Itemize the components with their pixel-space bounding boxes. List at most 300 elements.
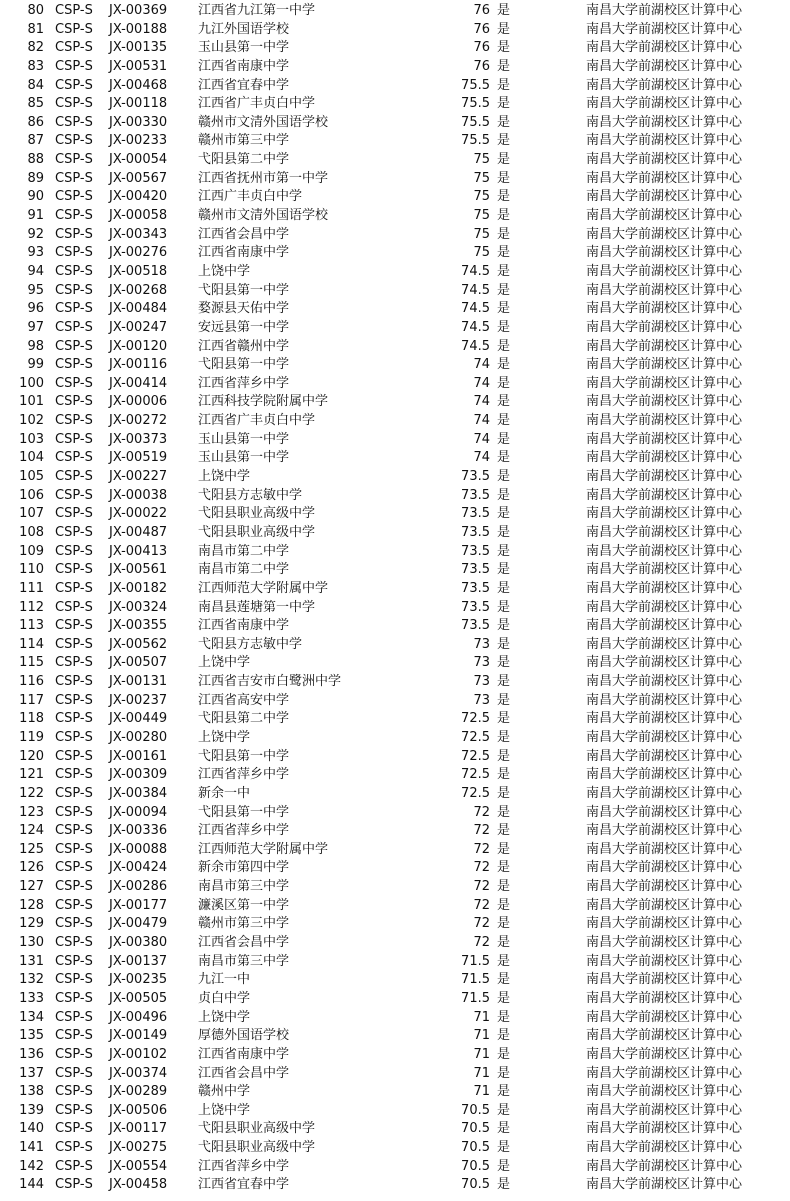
category-cell: CSP-S [55, 897, 93, 913]
category-cell: CSP-S [55, 990, 93, 1006]
school-cell: 安远县第一中学 [198, 319, 290, 335]
exam-site-cell: 南昌大学前湖校区计算中心 [586, 785, 743, 801]
exam-site-cell: 南昌大学前湖校区计算中心 [586, 487, 743, 503]
rank-cell: 125 [19, 841, 44, 857]
rank-cell: 119 [19, 729, 44, 745]
category-cell: CSP-S [55, 711, 93, 727]
rank-cell: 140 [19, 1121, 44, 1137]
pass-cell: 是 [497, 748, 511, 764]
school-cell: 贞白中学 [198, 990, 251, 1006]
rank-cell: 96 [27, 301, 44, 317]
school-cell: 弋阳县第二中学 [198, 152, 290, 168]
exam-site-cell: 南昌大学前湖校区计算中心 [586, 77, 743, 93]
candidate-id-cell: JX-00355 [109, 618, 168, 634]
pass-cell: 是 [497, 1009, 511, 1025]
pass-cell: 是 [497, 599, 511, 615]
rank-cell: 137 [19, 1065, 44, 1081]
pass-cell: 是 [497, 208, 511, 224]
school-cell: 赣州市文清外国语学校 [198, 114, 329, 130]
pass-cell: 是 [497, 897, 511, 913]
exam-site-cell: 南昌大学前湖校区计算中心 [586, 226, 743, 242]
rank-cell: 100 [19, 375, 44, 391]
school-cell: 弋阳县第一中学 [198, 804, 290, 820]
table-row [0, 897, 790, 916]
category-cell: CSP-S [55, 1046, 93, 1062]
candidate-id-cell: JX-00343 [109, 226, 168, 242]
score-cell: 75.5 [461, 77, 490, 93]
candidate-id-cell: JX-00384 [109, 785, 168, 801]
table-row [0, 543, 790, 562]
pass-cell: 是 [497, 692, 511, 708]
table-row [0, 449, 790, 468]
pass-cell: 是 [497, 1028, 511, 1044]
pass-cell: 是 [497, 804, 511, 820]
candidate-id-cell: JX-00161 [109, 748, 168, 764]
pass-cell: 是 [497, 263, 511, 279]
candidate-id-cell: JX-00309 [109, 767, 168, 783]
table-row [0, 412, 790, 431]
exam-site-cell: 南昌大学前湖校区计算中心 [586, 990, 743, 1006]
school-cell: 新余一中 [198, 785, 251, 801]
table-row [0, 58, 790, 77]
table-row [0, 170, 790, 189]
category-cell: CSP-S [55, 860, 93, 876]
school-cell: 弋阳县第一中学 [198, 357, 290, 373]
candidate-id-cell: JX-00088 [109, 841, 168, 857]
candidate-id-cell: JX-00102 [109, 1046, 168, 1062]
category-cell: CSP-S [55, 487, 93, 503]
school-cell: 江西省萍乡中学 [198, 1158, 290, 1174]
table-row [0, 95, 790, 114]
candidate-id-cell: JX-00479 [109, 916, 168, 932]
category-cell: CSP-S [55, 1065, 93, 1081]
rank-cell: 101 [19, 394, 44, 410]
category-cell: CSP-S [55, 841, 93, 857]
score-cell: 72 [473, 860, 490, 876]
candidate-id-cell: JX-00518 [109, 263, 168, 279]
candidate-id-cell: JX-00487 [109, 524, 168, 540]
candidate-id-cell: JX-00280 [109, 729, 168, 745]
score-cell: 74 [473, 394, 490, 410]
pass-cell: 是 [497, 226, 511, 242]
rank-cell: 117 [19, 692, 44, 708]
candidate-id-cell: JX-00380 [109, 935, 168, 951]
table-row [0, 356, 790, 375]
score-cell: 74 [473, 375, 490, 391]
table-row [0, 263, 790, 282]
candidate-id-cell: JX-00116 [109, 357, 168, 373]
pass-cell: 是 [497, 338, 511, 354]
school-cell: 江西省南康中学 [198, 1046, 290, 1062]
rank-cell: 132 [19, 972, 44, 988]
pass-cell: 是 [497, 543, 511, 559]
school-cell: 江西省宜春中学 [198, 77, 290, 93]
pass-cell: 是 [497, 655, 511, 671]
table-row [0, 804, 790, 823]
candidate-id-cell: JX-00094 [109, 804, 168, 820]
table-row [0, 878, 790, 897]
score-cell: 74.5 [461, 338, 490, 354]
exam-site-cell: 南昌大学前湖校区计算中心 [586, 1158, 743, 1174]
table-row [0, 1009, 790, 1028]
pass-cell: 是 [497, 319, 511, 335]
table-row [0, 319, 790, 338]
pass-cell: 是 [497, 1177, 511, 1193]
table-row [0, 132, 790, 151]
category-cell: CSP-S [55, 226, 93, 242]
candidate-id-cell: JX-00137 [109, 953, 168, 969]
school-cell: 江西省高安中学 [198, 692, 290, 708]
exam-site-cell: 南昌大学前湖校区计算中心 [586, 1102, 743, 1118]
table-row [0, 1176, 790, 1195]
score-cell: 75.5 [461, 96, 490, 112]
pass-cell: 是 [497, 58, 511, 74]
exam-site-cell: 南昌大学前湖校区计算中心 [586, 263, 743, 279]
candidate-id-cell: JX-00468 [109, 77, 168, 93]
exam-site-cell: 南昌大学前湖校区计算中心 [586, 543, 743, 559]
category-cell: CSP-S [55, 450, 93, 466]
category-cell: CSP-S [55, 58, 93, 74]
candidate-id-cell: JX-00554 [109, 1158, 168, 1174]
school-cell: 赣州市第三中学 [198, 916, 290, 932]
table-row [0, 21, 790, 40]
school-cell: 南昌市第三中学 [198, 953, 290, 969]
rank-cell: 129 [19, 916, 44, 932]
exam-site-cell: 南昌大学前湖校区计算中心 [586, 1046, 743, 1062]
exam-site-cell: 南昌大学前湖校区计算中心 [586, 133, 743, 149]
pass-cell: 是 [497, 431, 511, 447]
table-row [0, 729, 790, 748]
school-cell: 赣州中学 [198, 1084, 251, 1100]
pass-cell: 是 [497, 879, 511, 895]
exam-site-cell: 南昌大学前湖校区计算中心 [586, 394, 743, 410]
category-cell: CSP-S [55, 785, 93, 801]
category-cell: CSP-S [55, 767, 93, 783]
category-cell: CSP-S [55, 357, 93, 373]
table-row [0, 561, 790, 580]
table-row [0, 1083, 790, 1102]
score-cell: 75 [473, 189, 490, 205]
candidate-id-cell: JX-00289 [109, 1084, 168, 1100]
pass-cell: 是 [497, 245, 511, 261]
pass-cell: 是 [497, 1084, 511, 1100]
pass-cell: 是 [497, 1065, 511, 1081]
school-cell: 江西省会昌中学 [198, 935, 290, 951]
exam-site-cell: 南昌大学前湖校区计算中心 [586, 40, 743, 56]
exam-site-cell: 南昌大学前湖校区计算中心 [586, 338, 743, 354]
candidate-id-cell: JX-00022 [109, 506, 168, 522]
table-row [0, 431, 790, 450]
exam-site-cell: 南昌大学前湖校区计算中心 [586, 114, 743, 130]
exam-site-cell: 南昌大学前湖校区计算中心 [586, 767, 743, 783]
rank-cell: 110 [19, 562, 44, 578]
exam-site-cell: 南昌大学前湖校区计算中心 [586, 972, 743, 988]
table-row [0, 338, 790, 357]
category-cell: CSP-S [55, 319, 93, 335]
score-cell: 73.5 [461, 580, 490, 596]
exam-site-cell: 南昌大学前湖校区计算中心 [586, 450, 743, 466]
candidate-id-cell: JX-00135 [109, 40, 168, 56]
category-cell: CSP-S [55, 524, 93, 540]
rank-cell: 92 [27, 226, 44, 242]
pass-cell: 是 [497, 916, 511, 932]
category-cell: CSP-S [55, 40, 93, 56]
candidate-id-cell: JX-00505 [109, 990, 168, 1006]
score-cell: 73.5 [461, 599, 490, 615]
exam-site-cell: 南昌大学前湖校区计算中心 [586, 208, 743, 224]
candidate-id-cell: JX-00118 [109, 96, 168, 112]
score-cell: 73 [473, 636, 490, 652]
score-cell: 73 [473, 674, 490, 690]
school-cell: 江西省南康中学 [198, 618, 290, 634]
score-cell: 73 [473, 655, 490, 671]
table-row [0, 710, 790, 729]
rank-cell: 99 [27, 357, 44, 373]
exam-site-cell: 南昌大学前湖校区计算中心 [586, 953, 743, 969]
score-cell: 74 [473, 413, 490, 429]
school-cell: 玉山县第一中学 [198, 40, 290, 56]
pass-cell: 是 [497, 618, 511, 634]
category-cell: CSP-S [55, 692, 93, 708]
candidate-id-cell: JX-00235 [109, 972, 168, 988]
rank-cell: 130 [19, 935, 44, 951]
candidate-id-cell: JX-00117 [109, 1121, 168, 1137]
table-row [0, 300, 790, 319]
candidate-id-cell: JX-00272 [109, 413, 168, 429]
pass-cell: 是 [497, 1102, 511, 1118]
category-cell: CSP-S [55, 1158, 93, 1174]
exam-site-cell: 南昌大学前湖校区计算中心 [586, 58, 743, 74]
exam-site-cell: 南昌大学前湖校区计算中心 [586, 841, 743, 857]
rank-cell: 90 [27, 189, 44, 205]
score-cell: 70.5 [461, 1140, 490, 1156]
category-cell: CSP-S [55, 469, 93, 485]
category-cell: CSP-S [55, 972, 93, 988]
score-cell: 73.5 [461, 543, 490, 559]
school-cell: 弋阳县职业高级中学 [198, 1140, 316, 1156]
table-row [0, 188, 790, 207]
score-cell: 75 [473, 245, 490, 261]
category-cell: CSP-S [55, 114, 93, 130]
candidate-id-cell: JX-00507 [109, 655, 168, 671]
rank-cell: 86 [27, 114, 44, 130]
category-cell: CSP-S [55, 301, 93, 317]
rank-cell: 91 [27, 208, 44, 224]
exam-site-cell: 南昌大学前湖校区计算中心 [586, 618, 743, 634]
school-cell: 弋阳县第一中学 [198, 748, 290, 764]
candidate-id-cell: JX-00247 [109, 319, 168, 335]
candidate-id-cell: JX-00237 [109, 692, 168, 708]
category-cell: CSP-S [55, 3, 93, 18]
pass-cell: 是 [497, 841, 511, 857]
pass-cell: 是 [497, 133, 511, 149]
candidate-id-cell: JX-00496 [109, 1009, 168, 1025]
rank-cell: 112 [19, 599, 44, 615]
score-cell: 73.5 [461, 618, 490, 634]
rank-cell: 105 [19, 469, 44, 485]
exam-site-cell: 南昌大学前湖校区计算中心 [586, 375, 743, 391]
rank-cell: 103 [19, 431, 44, 447]
category-cell: CSP-S [55, 562, 93, 578]
candidate-id-cell: JX-00286 [109, 879, 168, 895]
table-row [0, 282, 790, 301]
school-cell: 江西省广丰贞白中学 [198, 96, 316, 112]
score-cell: 76 [473, 3, 490, 18]
score-cell: 73.5 [461, 487, 490, 503]
rank-cell: 94 [27, 263, 44, 279]
category-cell: CSP-S [55, 935, 93, 951]
score-cell: 70.5 [461, 1177, 490, 1193]
category-cell: CSP-S [55, 1028, 93, 1044]
rank-cell: 87 [27, 133, 44, 149]
table-row [0, 785, 790, 804]
exam-site-cell: 南昌大学前湖校区计算中心 [586, 357, 743, 373]
category-cell: CSP-S [55, 96, 93, 112]
school-cell: 弋阳县第一中学 [198, 282, 290, 298]
pass-cell: 是 [497, 1046, 511, 1062]
pass-cell: 是 [497, 96, 511, 112]
school-cell: 江西师范大学附属中学 [198, 580, 329, 596]
school-cell: 弋阳县方志敏中学 [198, 487, 303, 503]
score-cell: 72 [473, 841, 490, 857]
table-row [0, 1102, 790, 1121]
table-row [0, 468, 790, 487]
score-cell: 71.5 [461, 953, 490, 969]
pass-cell: 是 [497, 170, 511, 186]
exam-site-cell: 南昌大学前湖校区计算中心 [586, 96, 743, 112]
score-cell: 72.5 [461, 748, 490, 764]
candidate-id-cell: JX-00120 [109, 338, 168, 354]
rank-cell: 108 [19, 524, 44, 540]
candidate-id-cell: JX-00330 [109, 114, 168, 130]
category-cell: CSP-S [55, 916, 93, 932]
exam-site-cell: 南昌大学前湖校区计算中心 [586, 506, 743, 522]
school-cell: 濂溪区第一中学 [198, 897, 290, 913]
pass-cell: 是 [497, 282, 511, 298]
exam-site-cell: 南昌大学前湖校区计算中心 [586, 189, 743, 205]
score-cell: 75.5 [461, 133, 490, 149]
rank-cell: 133 [19, 990, 44, 1006]
pass-cell: 是 [497, 524, 511, 540]
school-cell: 江西省赣州中学 [198, 338, 290, 354]
pass-cell: 是 [497, 674, 511, 690]
score-cell: 75 [473, 170, 490, 186]
category-cell: CSP-S [55, 674, 93, 690]
candidate-id-cell: JX-00188 [109, 21, 168, 37]
school-cell: 江西省广丰贞白中学 [198, 413, 316, 429]
table-row [0, 990, 790, 1009]
school-cell: 弋阳县职业高级中学 [198, 524, 316, 540]
category-cell: CSP-S [55, 879, 93, 895]
table-row [0, 1158, 790, 1177]
rank-cell: 138 [19, 1084, 44, 1100]
score-cell: 72.5 [461, 767, 490, 783]
category-cell: CSP-S [55, 543, 93, 559]
score-cell: 73.5 [461, 524, 490, 540]
category-cell: CSP-S [55, 729, 93, 745]
pass-cell: 是 [497, 767, 511, 783]
category-cell: CSP-S [55, 170, 93, 186]
score-cell: 76 [473, 21, 490, 37]
pass-cell: 是 [497, 40, 511, 56]
school-cell: 江西省抚州市第一中学 [198, 170, 329, 186]
pass-cell: 是 [497, 785, 511, 801]
table-row [0, 841, 790, 860]
exam-site-cell: 南昌大学前湖校区计算中心 [586, 245, 743, 261]
table-row [0, 1120, 790, 1139]
candidate-id-cell: JX-00561 [109, 562, 168, 578]
rank-cell: 120 [19, 748, 44, 764]
score-cell: 70.5 [461, 1102, 490, 1118]
score-cell: 72.5 [461, 785, 490, 801]
candidate-id-cell: JX-00058 [109, 208, 168, 224]
candidate-id-cell: JX-00424 [109, 860, 168, 876]
table-row [0, 151, 790, 170]
candidate-id-cell: JX-00449 [109, 711, 168, 727]
pass-cell: 是 [497, 823, 511, 839]
candidate-id-cell: JX-00531 [109, 58, 168, 74]
pass-cell: 是 [497, 413, 511, 429]
pass-cell: 是 [497, 562, 511, 578]
exam-site-cell: 南昌大学前湖校区计算中心 [586, 823, 743, 839]
table-row [0, 673, 790, 692]
school-cell: 上饶中学 [198, 655, 251, 671]
rank-cell: 85 [27, 96, 44, 112]
rank-cell: 142 [19, 1158, 44, 1174]
table-row [0, 636, 790, 655]
pass-cell: 是 [497, 1121, 511, 1137]
rank-cell: 127 [19, 879, 44, 895]
candidate-id-cell: JX-00038 [109, 487, 168, 503]
category-cell: CSP-S [55, 1140, 93, 1156]
pass-cell: 是 [497, 935, 511, 951]
exam-site-cell: 南昌大学前湖校区计算中心 [586, 1084, 743, 1100]
school-cell: 江西师范大学附属中学 [198, 841, 329, 857]
category-cell: CSP-S [55, 1009, 93, 1025]
table-row [0, 114, 790, 133]
rank-cell: 106 [19, 487, 44, 503]
rank-cell: 109 [19, 543, 44, 559]
school-cell: 上饶中学 [198, 263, 251, 279]
rank-cell: 104 [19, 450, 44, 466]
exam-site-cell: 南昌大学前湖校区计算中心 [586, 1177, 743, 1193]
school-cell: 江西科技学院附属中学 [198, 394, 329, 410]
rank-cell: 82 [27, 40, 44, 56]
table-row [0, 748, 790, 767]
candidate-id-cell: JX-00369 [109, 3, 168, 18]
score-cell: 71 [473, 1084, 490, 1100]
school-cell: 赣州市第三中学 [198, 133, 290, 149]
category-cell: CSP-S [55, 748, 93, 764]
pass-cell: 是 [497, 114, 511, 130]
category-cell: CSP-S [55, 77, 93, 93]
school-cell: 玉山县第一中学 [198, 431, 290, 447]
pass-cell: 是 [497, 972, 511, 988]
school-cell: 上饶中学 [198, 1102, 251, 1118]
score-cell: 71 [473, 1028, 490, 1044]
exam-site-cell: 南昌大学前湖校区计算中心 [586, 580, 743, 596]
category-cell: CSP-S [55, 655, 93, 671]
rank-cell: 81 [27, 21, 44, 37]
candidate-id-cell: JX-00413 [109, 543, 168, 559]
pass-cell: 是 [497, 375, 511, 391]
exam-site-cell: 南昌大学前湖校区计算中心 [586, 301, 743, 317]
category-cell: CSP-S [55, 1084, 93, 1100]
rank-cell: 83 [27, 58, 44, 74]
pass-cell: 是 [497, 636, 511, 652]
rank-cell: 128 [19, 897, 44, 913]
school-cell: 南昌市第三中学 [198, 879, 290, 895]
